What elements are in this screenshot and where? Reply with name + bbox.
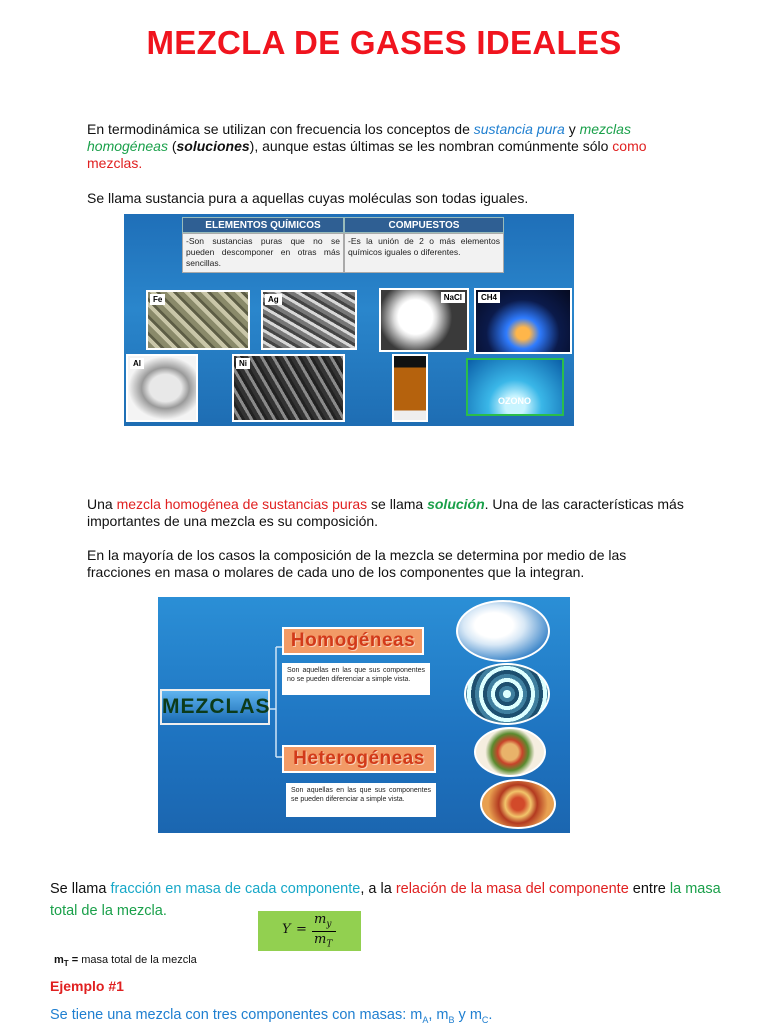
- heterogeneas-label: Heterogéneas: [282, 745, 436, 773]
- silver-photo: [261, 290, 357, 350]
- mt-sub: T: [63, 959, 69, 969]
- term-fraccion-en-masa: fracción en masa de cada componente: [110, 881, 361, 897]
- al-label: Al: [130, 358, 144, 369]
- text: ), aunque estas últimas se les nombran comúnmente sólo: [249, 138, 613, 154]
- mt-definition: [54, 954, 197, 968]
- methane-flame-photo: [474, 288, 572, 354]
- text: y m: [454, 1007, 482, 1023]
- ag-label: Ag: [265, 294, 282, 305]
- mezclas-diagram: [158, 597, 570, 833]
- sub-a: A: [422, 1014, 429, 1025]
- ni-label: Ni: [236, 358, 250, 369]
- col1-header: ELEMENTOS QUÍMICOS: [182, 217, 344, 233]
- homogeneas-description: Son aquellas en las que sus componentes no se pueden diferenciar a simple vista.: [282, 663, 430, 695]
- term-masa-total: la masa total de la mezcla.: [50, 881, 721, 919]
- term-relacion-masa: relación de la masa del componente: [395, 881, 629, 897]
- formula-numerator: [314, 912, 331, 930]
- text: Se llama: [50, 881, 111, 897]
- text: . Una de las características más importantes de una mezcla es su composición.: [87, 496, 684, 529]
- term-soluciones: soluciones: [176, 138, 250, 154]
- aluminum-photo: [126, 354, 198, 422]
- sub-b: B: [448, 1014, 455, 1025]
- nacl-label: NaCl: [441, 292, 465, 303]
- example-text: [50, 1007, 492, 1025]
- page-title: MEZCLA DE GASES IDEALES: [146, 24, 622, 61]
- col1-text: -Son sustancias puras que no se pueden descomponer en otras más sencillas.: [182, 233, 344, 273]
- formula-equals: =: [296, 922, 307, 937]
- term-como-mezclas: como mezclas.: [87, 138, 647, 171]
- heterogeneas-description: Son aquellas en las que sus componentes se pueden diferenciar a simple vista.: [286, 783, 436, 817]
- text: (: [167, 138, 177, 154]
- num-m: m: [314, 912, 327, 927]
- col2-text: -Es la unión de 2 o más elementos químicos iguales o diferentes.: [344, 233, 504, 273]
- text: Una: [87, 496, 117, 512]
- elements-compounds-figure: [124, 214, 574, 426]
- ozono-label: OZONO: [498, 396, 531, 406]
- mt-equals: =: [68, 954, 79, 966]
- sub-c: C: [481, 1014, 489, 1025]
- text: se llama: [367, 496, 428, 512]
- clouds-photo: [456, 600, 550, 662]
- pizza-photo: [480, 779, 556, 829]
- mt-symbol: m: [54, 954, 64, 966]
- salt-photo: [379, 288, 469, 352]
- term-sustancia-pura: sustancia pura: [473, 121, 565, 137]
- text: Se tiene una mezcla con tres componentes con masas: m: [50, 1007, 423, 1023]
- text: y: [564, 121, 580, 137]
- sustancia-pura-paragraph: Se llama sustancia pura a aquellas cuyas moléculas son todas iguales.: [87, 190, 529, 206]
- salad-photo: [474, 727, 546, 777]
- homogeneas-label: Homogéneas: [282, 627, 424, 655]
- water-waves-photo: [464, 663, 550, 725]
- text: entre: [628, 881, 670, 897]
- term-solucion: solución: [427, 496, 485, 512]
- formula-lhs: Y: [282, 922, 291, 937]
- iron-photo: [146, 290, 250, 350]
- term-mezcla-homogenea: mezcla homogénea de sustancias puras: [116, 496, 368, 512]
- bottle-photo: [392, 354, 428, 422]
- nickel-photo: [232, 354, 345, 422]
- intro-paragraph: [87, 121, 687, 172]
- col2-header: COMPUESTOS: [344, 217, 504, 233]
- num-sub: y: [326, 919, 332, 930]
- fraccion-masa-paragraph: [50, 878, 750, 922]
- composicion-paragraph: En la mayoría de los casos la composición de la mezcla se determina por medio de las fracciones en masa o molares de cada uno de los componentes que la integran.: [87, 547, 627, 580]
- term-mezclas-homogeneas: mezclas homogéneas: [87, 121, 631, 154]
- ozone-photo: [466, 358, 564, 416]
- den-m: m: [314, 932, 327, 947]
- formula-denominator: [314, 932, 332, 950]
- mass-fraction-formula: [258, 911, 361, 951]
- ch4-label: CH4: [478, 292, 500, 303]
- den-sub: T: [326, 939, 333, 950]
- text: En termodinámica se utilizan con frecuencia los conceptos de: [87, 121, 474, 137]
- fe-label: Fe: [150, 294, 165, 305]
- example-title: Ejemplo #1: [50, 978, 124, 994]
- solucion-paragraph: [87, 496, 707, 530]
- text: , m: [428, 1007, 449, 1023]
- mt-text: masa total de la mezcla: [78, 954, 197, 966]
- text: , a la: [360, 881, 396, 897]
- text: .: [488, 1007, 493, 1023]
- mezclas-root-label: MEZCLAS: [160, 689, 270, 725]
